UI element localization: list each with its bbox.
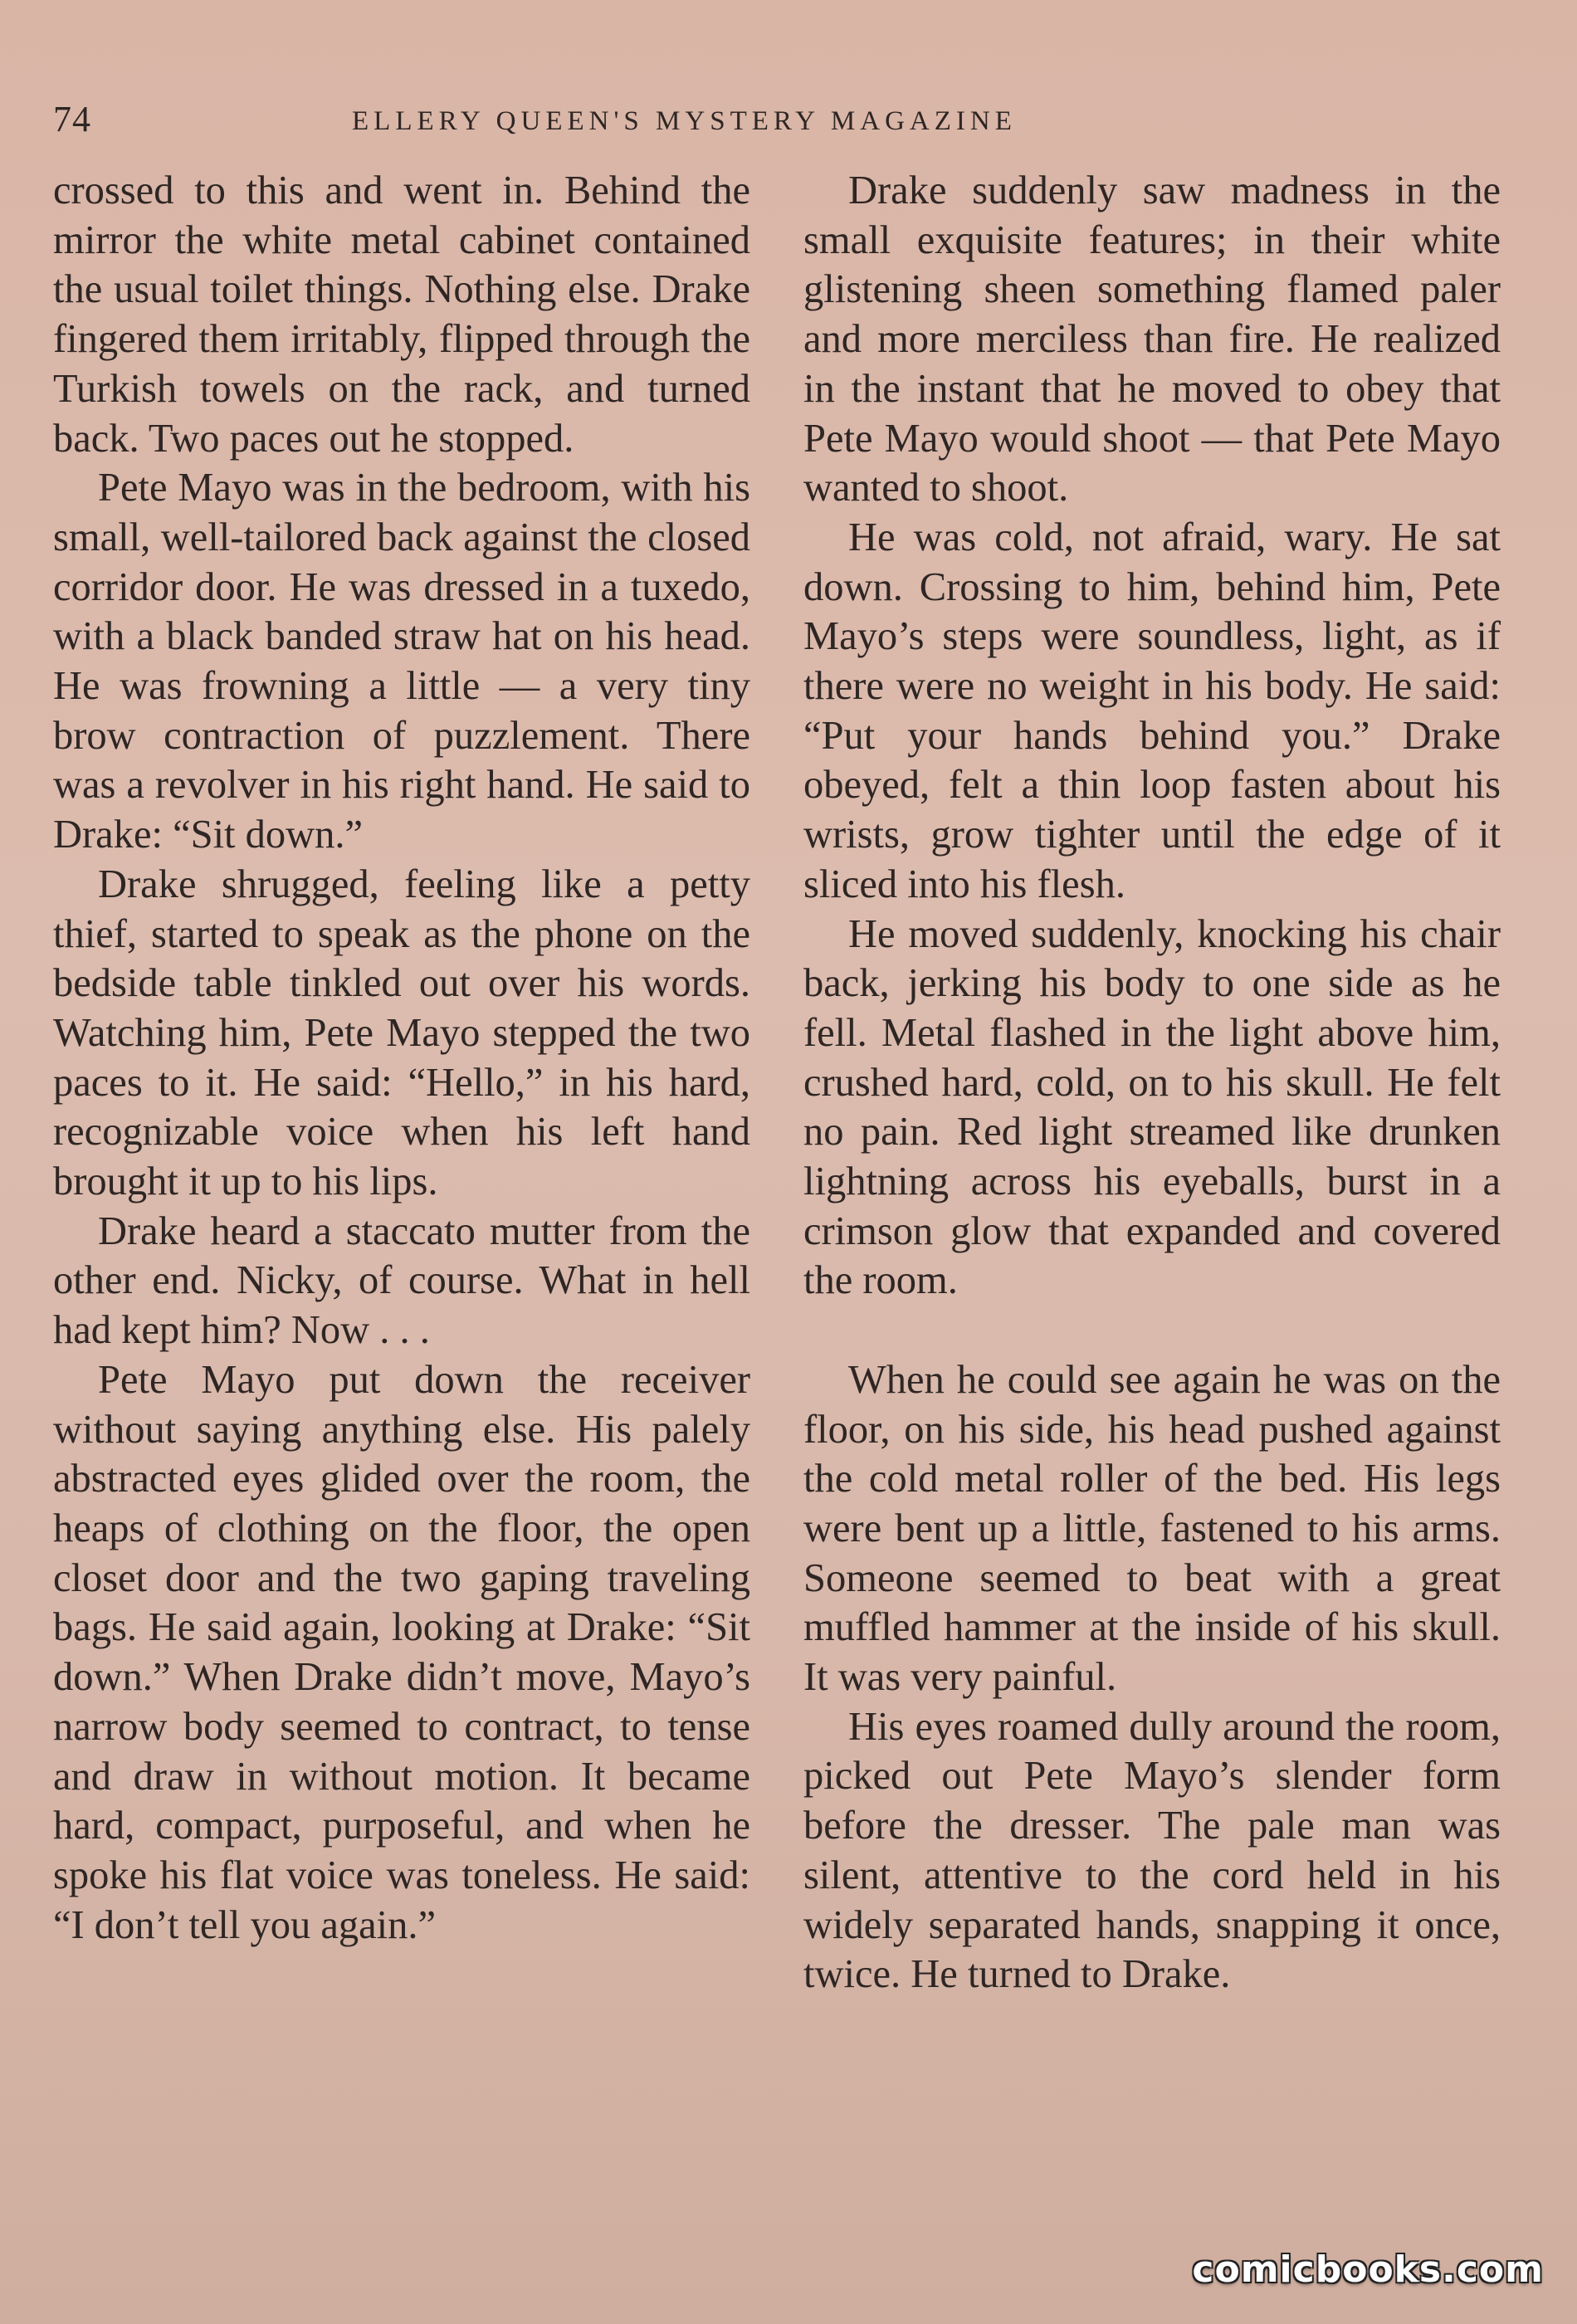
paragraph: When he could see again he was on the floor, on his side, his head pushed against the cold metal roller of the bed. His legs were bent up a little, fastened to his arms. Someone seemed to beat with a great muffled hammer at the inside of his skull. It was very painful.	[803, 1357, 1501, 1700]
paragraph: Pete Mayo was in the bedroom, with his small, well-tailored back against the closed corridor door. He was dressed in a tuxedo, with a black banded straw hat on his head. He was frowning a little — a very tiny brow contraction of puzzlement. There was a revolver in his right hand. He said to Drake: “Sit down.”	[53, 466, 750, 857]
paragraph: Pete Mayo put down the receiver without saying anything else. His palely abstracted eyes glided over the room, the heaps of clothing on the floor, the open closet door and the two gaping traveling bags. He said again, looking at Drake: “Sit down.” When Drake didn’t move, Mayo’s narrow body seemed to contract, to tense and draw in without motion. It became hard, compact, purposeful, and when he spoke his flat voice was toneless. He said: “I don’t tell you again.”	[53, 1357, 750, 1947]
section-break	[803, 1306, 1501, 1355]
site-watermark: comicbooks.com	[1192, 2248, 1544, 2291]
running-head: ELLERY QUEEN'S MYSTERY MAGAZINE	[352, 106, 1017, 136]
paragraph: crossed to this and went in. Behind the mirror the white metal cabinet contained the usual toilet things. Nothing else. Drake fingered them irritably, flipped through the Turkish towels on the rack, and turned back. Two paces out he stopped.	[53, 168, 750, 461]
paragraph: Drake suddenly saw madness in the small exquisite features; in their white glistening sheen something flamed paler and more merciless than fire. He realized in the instant that he moved to obey that Pete Mayo would shoot — that Pete Mayo wanted to shoot.	[803, 168, 1501, 510]
paragraph: Drake heard a staccato mutter from the other end. Nicky, of course. What in hell had kept him? Now . . .	[53, 1208, 750, 1353]
page-header	[53, 98, 1497, 148]
paragraph: He moved suddenly, knocking his chair back, jerking his body to one side as he fell. Metal flashed in the light above him, crushed hard, cold, on to his skull. He felt no pain. Red light streamed like drunken lightning across his eyeballs, burst in a crimson glow that expanded and covered the room.	[803, 911, 1501, 1303]
paragraph: He was cold, not afraid, wary. He sat down. Crossing to him, behind him, Pete Mayo’s steps were soundless, light, as if there were no weight in his body. He said: “Put your hands behind you.” Drake obeyed, felt a thin loop fasten about his wrists, grow tighter until the edge of it sliced into his flesh.	[803, 515, 1501, 906]
left-column	[53, 166, 750, 1950]
page-number: 74	[53, 99, 91, 139]
right-column	[803, 166, 1501, 1999]
paragraph: His eyes roamed dully around the room, picked out Pete Mayo’s slender form before the dresser. The pale man was silent, attentive to the cord held in his widely separated hands, snapping it once, twice. He turned to Drake.	[803, 1704, 1501, 1997]
paragraph: Drake shrugged, feeling like a petty thief, started to speak as the phone on the bedside table tinkled out over his words. Watching him, Pete Mayo stepped the two paces to it. He said: “Hello,” in his hard, recognizable voice when his left hand brought it up to his lips.	[53, 862, 750, 1204]
